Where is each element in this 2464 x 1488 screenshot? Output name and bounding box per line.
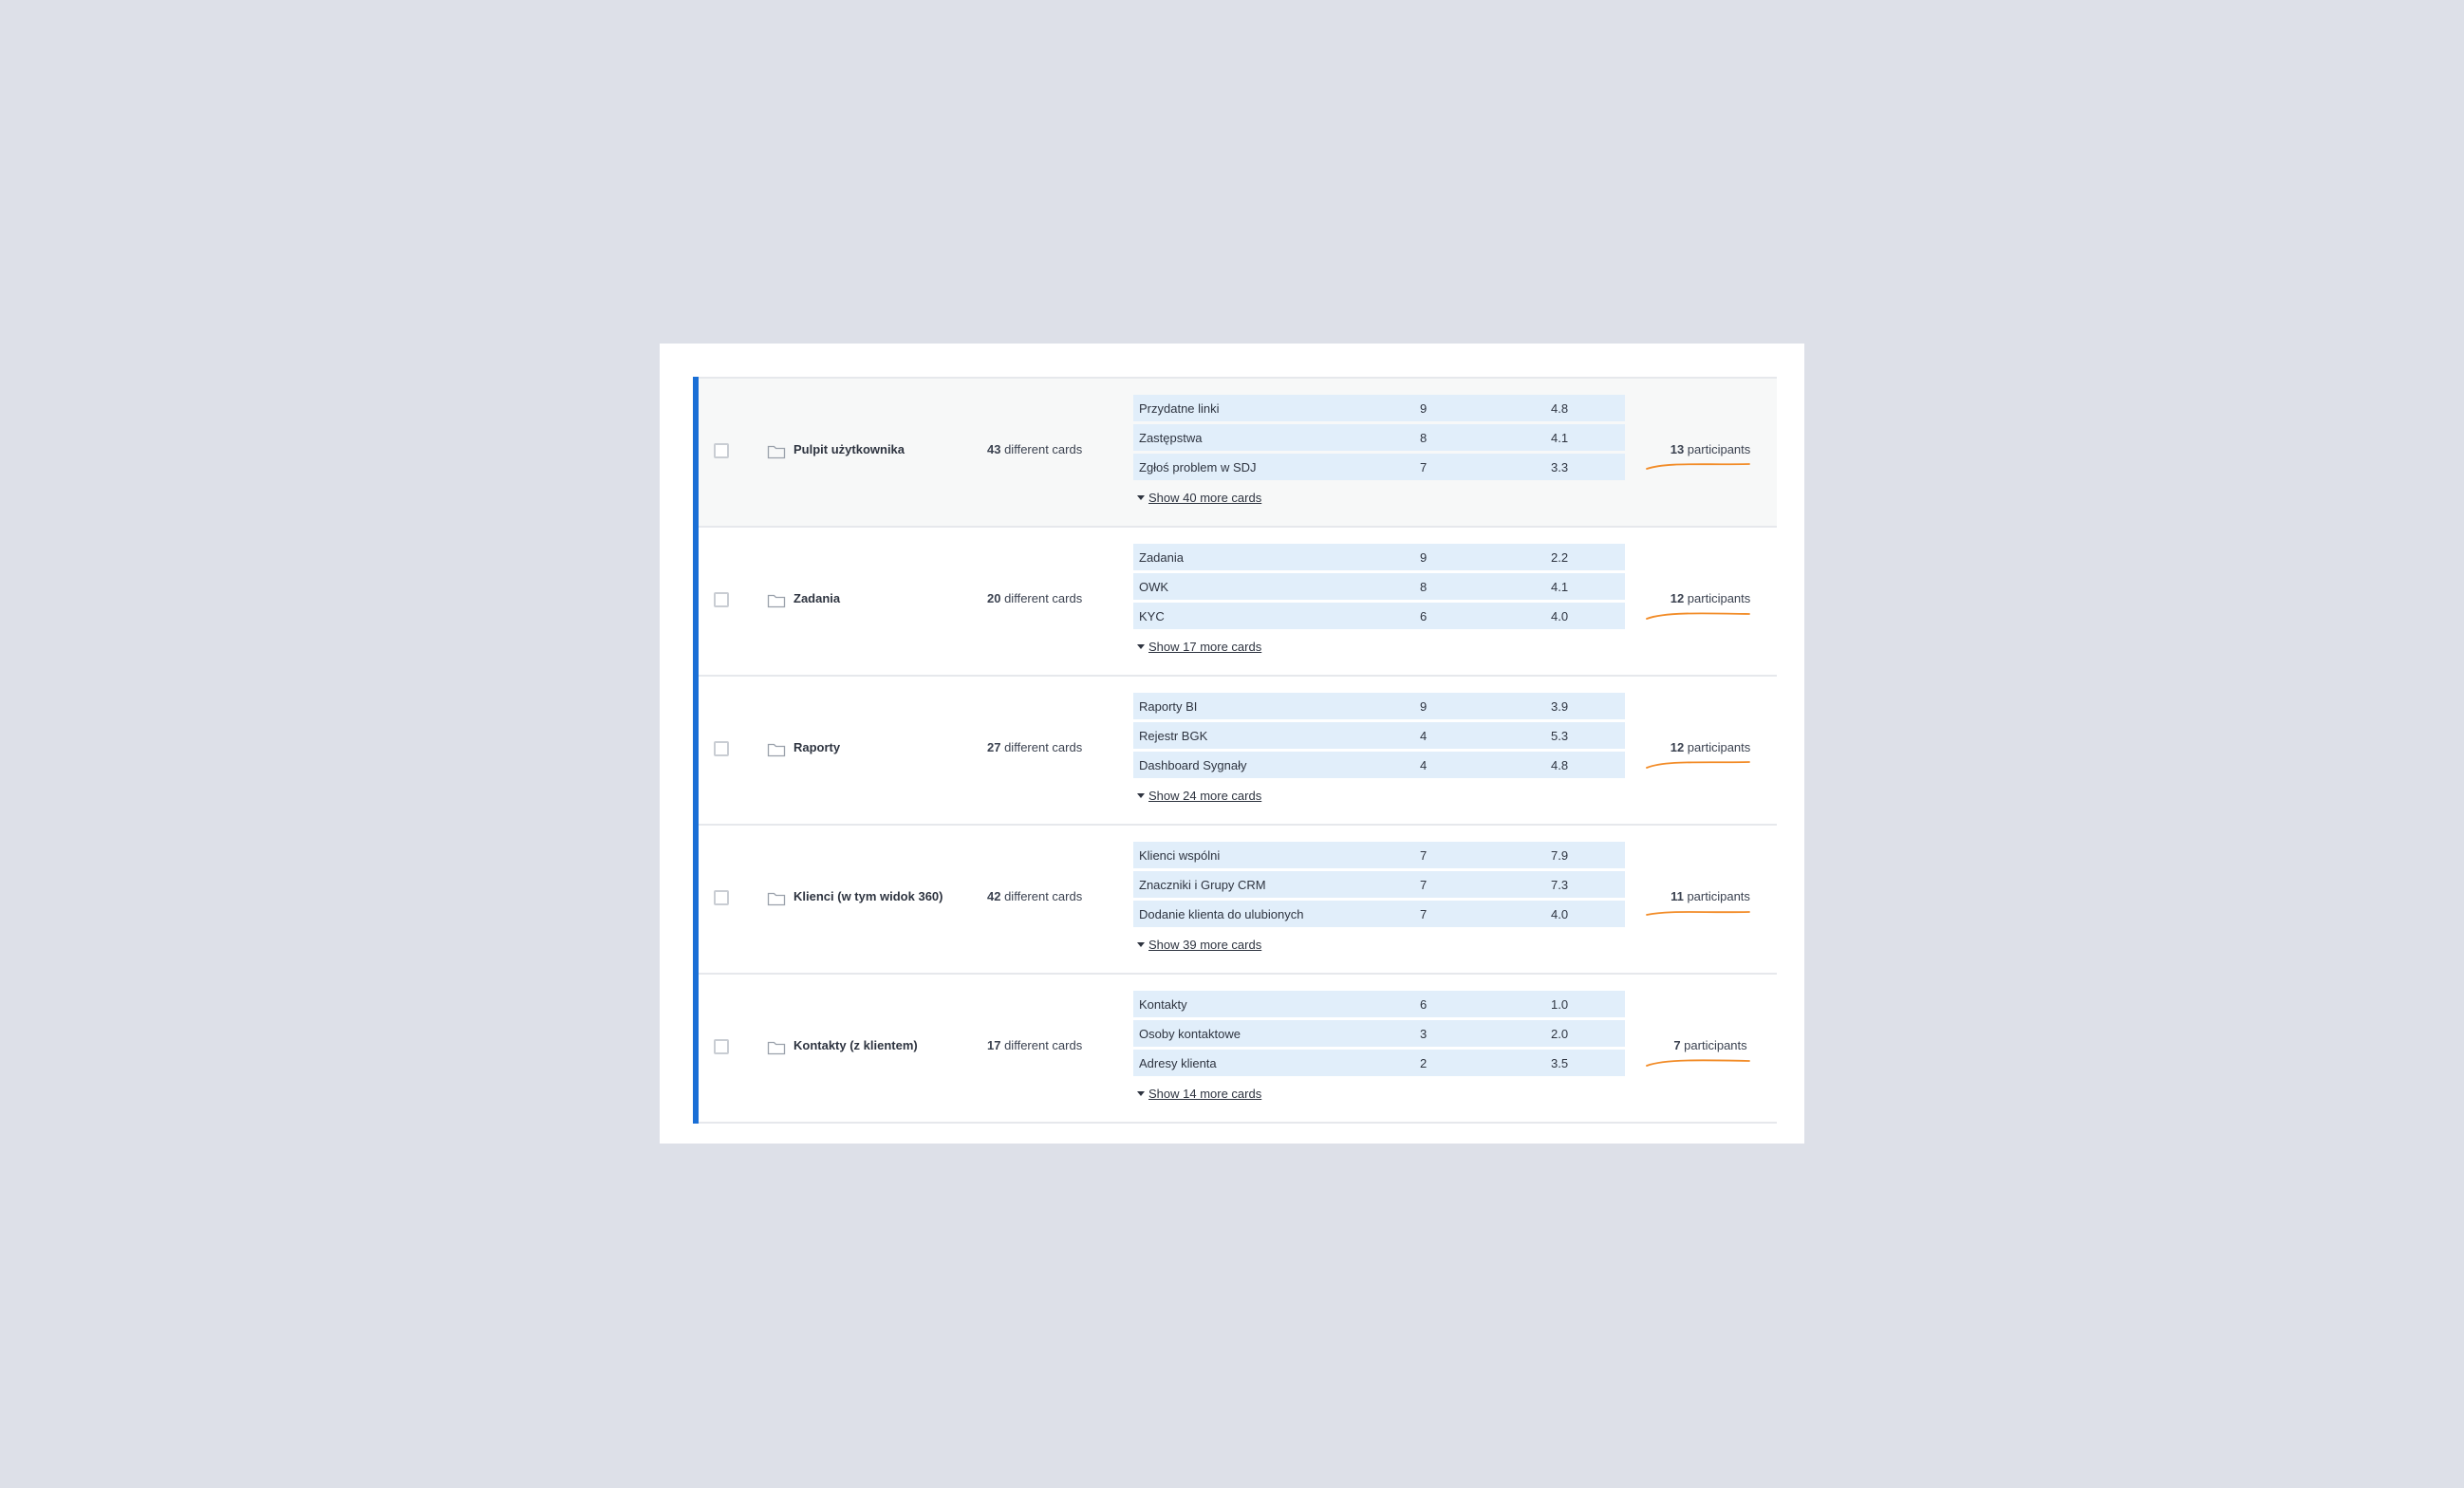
card-count: 7: [1420, 460, 1428, 474]
highlight-underline: [1645, 460, 1751, 472]
folder-icon: [767, 443, 786, 459]
card-name: Rejestr BGK: [1139, 729, 1208, 743]
cards-count-suffix: different cards: [1000, 889, 1083, 903]
card-name: Dodanie klienta do ulubionych: [1139, 907, 1304, 921]
card-count: 7: [1420, 878, 1428, 892]
category-table: [693, 377, 1777, 1124]
cards-count-suffix: different cards: [1000, 1038, 1083, 1052]
card-average: 2.2: [1551, 550, 1569, 565]
card-average: 4.0: [1551, 907, 1569, 921]
card-average: 4.8: [1551, 758, 1569, 772]
cards-count-suffix: different cards: [1000, 591, 1083, 605]
card-row: [1133, 573, 1625, 600]
card-average: 1.0: [1551, 997, 1569, 1012]
card-average: 3.3: [1551, 460, 1569, 474]
cards-count: [987, 740, 1082, 754]
card-row: [1133, 424, 1625, 451]
participants-count: [1644, 1038, 1777, 1052]
cards-count: [987, 1038, 1082, 1052]
cards-count-suffix: different cards: [1000, 740, 1083, 754]
card-name: Klienci wspólni: [1139, 848, 1221, 863]
caret-down-icon: [1137, 942, 1145, 947]
card-name: Raporty BI: [1139, 699, 1198, 714]
participants-suffix: participants: [1683, 889, 1750, 903]
card-name: Przydatne linki: [1139, 401, 1220, 416]
cards-count-number: 17: [987, 1038, 1001, 1052]
cards-count: [987, 591, 1082, 605]
caret-down-icon: [1137, 793, 1145, 798]
card-name: KYC: [1139, 609, 1165, 623]
card-count: 9: [1420, 550, 1428, 565]
participants-number: 11: [1671, 889, 1684, 903]
show-more-link[interactable]: [1137, 1087, 1261, 1101]
folder-icon: [767, 890, 786, 906]
card-row: [1133, 395, 1625, 421]
folder-icon: [767, 592, 786, 608]
results-panel: [660, 344, 1804, 1144]
show-more-label: Show 39 more cards: [1148, 938, 1262, 952]
show-more-label: Show 40 more cards: [1148, 491, 1262, 505]
participants-number: 7: [1673, 1038, 1681, 1052]
show-more-label: Show 17 more cards: [1148, 640, 1262, 654]
top-cards-table: [1133, 693, 1625, 803]
card-row: [1133, 544, 1625, 570]
card-name: Zadania: [1139, 550, 1184, 565]
participants-suffix: participants: [1680, 1038, 1747, 1052]
cards-count-suffix: different cards: [1000, 442, 1083, 456]
card-count: 4: [1420, 758, 1428, 772]
card-row: [1133, 901, 1625, 927]
category-name[interactable]: Kontakty (z klientem): [793, 1038, 918, 1052]
folder-icon: [767, 1039, 786, 1055]
accent-bar: [693, 526, 699, 677]
cards-count-number: 27: [987, 740, 1001, 754]
card-row: [1133, 722, 1625, 749]
card-count: 7: [1420, 848, 1428, 863]
card-name: OWK: [1139, 580, 1169, 594]
card-row: [1133, 842, 1625, 868]
card-row: [1133, 991, 1625, 1017]
show-more-link[interactable]: [1137, 491, 1261, 505]
top-cards-table: [1133, 842, 1625, 952]
card-average: 4.0: [1551, 609, 1569, 623]
card-name: Znaczniki i Grupy CRM: [1139, 878, 1266, 892]
card-row: [1133, 752, 1625, 778]
card-average: 4.1: [1551, 580, 1569, 594]
accent-bar: [693, 377, 699, 528]
accent-bar: [693, 973, 699, 1124]
card-row: [1133, 454, 1625, 480]
show-more-link[interactable]: [1137, 640, 1261, 654]
folder-icon: [767, 741, 786, 757]
cards-count-number: 20: [987, 591, 1001, 605]
category-row[interactable]: [693, 677, 1777, 826]
card-average: 7.9: [1551, 848, 1569, 863]
category-name[interactable]: Pulpit użytkownika: [793, 442, 905, 456]
highlight-underline: [1645, 1056, 1751, 1068]
card-row: [1133, 693, 1625, 719]
cards-count: [987, 889, 1082, 903]
highlight-underline: [1645, 758, 1751, 770]
card-average: 2.0: [1551, 1027, 1569, 1041]
card-count: 8: [1420, 431, 1428, 445]
category-row[interactable]: [693, 379, 1777, 528]
card-average: 4.1: [1551, 431, 1569, 445]
card-name: Zastępstwa: [1139, 431, 1203, 445]
card-row: [1133, 603, 1625, 629]
top-cards-table: [1133, 991, 1625, 1101]
card-count: 9: [1420, 401, 1428, 416]
row-checkbox[interactable]: [714, 890, 729, 905]
category-name[interactable]: Klienci (w tym widok 360): [793, 889, 943, 903]
top-cards-table: [1133, 544, 1625, 654]
participants-suffix: participants: [1684, 740, 1751, 754]
card-average: 3.5: [1551, 1056, 1569, 1070]
cards-count-number: 43: [987, 442, 1001, 456]
participants-suffix: participants: [1684, 442, 1751, 456]
cards-count: [987, 442, 1082, 456]
accent-bar: [693, 675, 699, 826]
card-count: 6: [1420, 609, 1428, 623]
card-average: 3.9: [1551, 699, 1569, 714]
caret-down-icon: [1137, 1091, 1145, 1096]
participants-suffix: participants: [1684, 591, 1751, 605]
top-cards-table: [1133, 395, 1625, 505]
participants-count: [1644, 591, 1777, 605]
show-more-link[interactable]: [1137, 789, 1261, 803]
card-name: Zgłoś problem w SDJ: [1139, 460, 1257, 474]
participants-number: 12: [1670, 740, 1685, 754]
card-row: [1133, 1050, 1625, 1076]
participants-count: [1644, 442, 1777, 456]
card-row: [1133, 1020, 1625, 1047]
card-name: Osoby kontaktowe: [1139, 1027, 1241, 1041]
cards-count-number: 42: [987, 889, 1001, 903]
caret-down-icon: [1137, 644, 1145, 649]
participants-count: [1644, 889, 1777, 903]
card-average: 5.3: [1551, 729, 1569, 743]
category-row[interactable]: [693, 826, 1777, 975]
card-average: 4.8: [1551, 401, 1569, 416]
card-name: Adresy klienta: [1139, 1056, 1217, 1070]
card-name: Dashboard Sygnały: [1139, 758, 1247, 772]
card-count: 6: [1420, 997, 1428, 1012]
card-count: 2: [1420, 1056, 1428, 1070]
card-count: 9: [1420, 699, 1428, 714]
participants-number: 13: [1670, 442, 1685, 456]
highlight-underline: [1645, 907, 1751, 919]
show-more-label: Show 14 more cards: [1148, 1087, 1262, 1101]
card-name: Kontakty: [1139, 997, 1187, 1012]
highlight-underline: [1645, 609, 1751, 621]
card-count: 7: [1420, 907, 1428, 921]
caret-down-icon: [1137, 495, 1145, 500]
category-name[interactable]: Zadania: [793, 591, 841, 605]
category-row[interactable]: [693, 528, 1777, 677]
card-row: [1133, 871, 1625, 898]
card-count: 3: [1420, 1027, 1428, 1041]
participants-count: [1644, 740, 1777, 754]
show-more-link[interactable]: [1137, 938, 1261, 952]
card-count: 4: [1420, 729, 1428, 743]
category-name[interactable]: Raporty: [793, 740, 841, 754]
participants-number: 12: [1670, 591, 1685, 605]
row-checkbox[interactable]: [714, 443, 729, 458]
card-count: 8: [1420, 580, 1428, 594]
row-checkbox[interactable]: [714, 741, 729, 756]
row-checkbox[interactable]: [714, 1039, 729, 1054]
accent-bar: [693, 824, 699, 975]
card-average: 7.3: [1551, 878, 1569, 892]
show-more-label: Show 24 more cards: [1148, 789, 1262, 803]
row-checkbox[interactable]: [714, 592, 729, 607]
category-row[interactable]: [693, 975, 1777, 1124]
